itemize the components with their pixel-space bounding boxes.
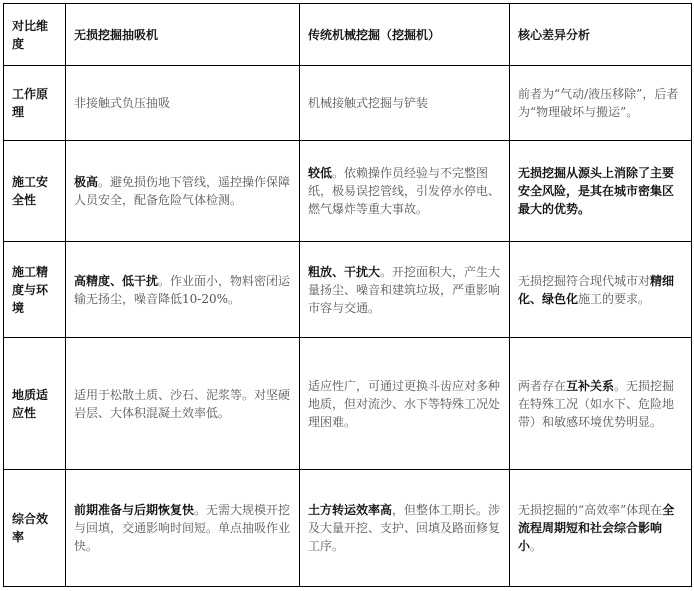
- cell-analysis-efficiency: 无损挖掘的“高效率”体现在全流程周期短和社会综合影响小。: [510, 470, 692, 587]
- cell-excavator-efficiency: 土方转运效率高，但整体工期长。涉及大量开挖、支护、回填及路面修复工序。: [300, 470, 510, 587]
- row-dim-safety: 施工安全性: [4, 141, 66, 242]
- cell-analysis-safety: 无损挖掘从源头上消除了主要安全风险，是其在城市密集区最大的优势。: [510, 141, 692, 242]
- row-dim-efficiency: 综合效率: [4, 470, 66, 587]
- cell-suction-geology: 适用于松散土质、沙石、泥浆等。对坚硬岩层、大体积混凝土效率低。: [66, 338, 300, 470]
- row-dim-precision: 施工精度与环境: [4, 242, 66, 338]
- header-col3: 核心差异分析: [510, 4, 692, 66]
- cell-analysis-principle: 前者为“气动/液压移除”，后者为“物理破坏与搬运”。: [510, 66, 692, 141]
- cell-suction-safety: 极高。避免损伤地下管线，遥控操作保障人员安全，配备危险气体检测。: [66, 141, 300, 242]
- cell-excavator-safety: 较低。依赖操作员经验与不完整图纸，极易误挖管线，引发停水停电、燃气爆炸等重大事故。: [300, 141, 510, 242]
- row-dim-principle: 工作原理: [4, 66, 66, 141]
- cell-analysis-geology: 两者存在互补关系。无损挖掘在特殊工况（如水下、危险地带）和敏感环境优势明显。: [510, 338, 692, 470]
- table-row: [4, 242, 692, 338]
- table-row: [4, 141, 692, 242]
- table-row: [4, 470, 692, 587]
- table-row: [4, 66, 692, 141]
- header-dim: 对比维度: [4, 4, 66, 66]
- header-row: [4, 4, 692, 66]
- cell-excavator-precision: 粗放、干扰大。开挖面积大，产生大量扬尘、噪音和建筑垃圾，严重影响市容与交通。: [300, 242, 510, 338]
- cell-suction-precision: 高精度、低干扰。作业面小，物料密闭运输无扬尘，噪音降低10-20%。: [66, 242, 300, 338]
- cell-suction-principle: 非接触式负压抽吸: [66, 66, 300, 141]
- comparison-table: [3, 3, 692, 587]
- cell-excavator-principle: 机械接触式挖掘与铲装: [300, 66, 510, 141]
- cell-suction-efficiency: 前期准备与后期恢复快。无需大规模开挖与回填，交通影响时间短。单点抽吸作业快。: [66, 470, 300, 587]
- cell-excavator-geology: 适应性广，可通过更换斗齿应对多种地质，但对流沙、水下等特殊工况处理困难。: [300, 338, 510, 470]
- row-dim-geology: 地质适应性: [4, 338, 66, 470]
- header-col1: 无损挖掘抽吸机: [66, 4, 300, 66]
- table-row: [4, 338, 692, 470]
- cell-analysis-precision: 无损挖掘符合现代城市对精细化、绿色化施工的要求。: [510, 242, 692, 338]
- header-col2: 传统机械挖掘（挖掘机）: [300, 4, 510, 66]
